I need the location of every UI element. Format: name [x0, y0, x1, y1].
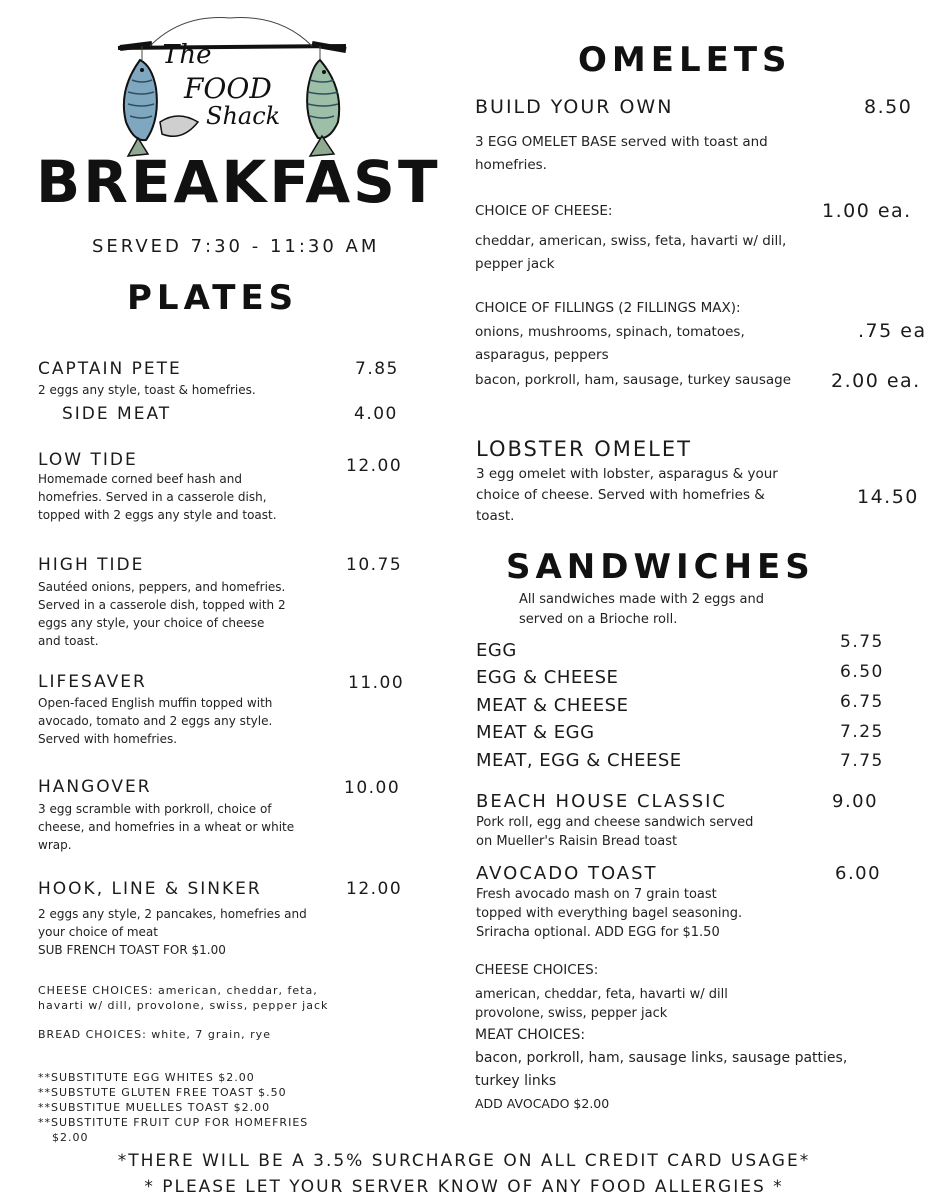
cheese-choices-line: american, cheddar, feta, havarti w/ dill: [475, 987, 728, 1002]
cheese-choices-line: provolone, swiss, pepper jack: [475, 1006, 668, 1021]
omelets-title: OMELETS: [578, 40, 792, 80]
sandwich-name: EGG & CHEESE: [476, 667, 619, 688]
fillings-meat-price: 2.00 ea.: [831, 370, 921, 392]
plate-desc: Homemade corned beef hash and homefries. Served in a casserole dish, topped with 2 eggs any style and toast.: [38, 472, 277, 522]
lobster-omelet-desc: 3 egg omelet with lobster, asparagus & your choice of cheese. Served with homefries & toast.: [476, 466, 778, 524]
side-meat-name: SIDE MEAT: [62, 404, 172, 424]
avocado-toast-desc: Sriracha optional. ADD EGG for $1.50: [476, 925, 720, 940]
meat-choices-line: turkey links: [475, 1073, 557, 1089]
choice-of-cheese-label: CHOICE OF CHEESE:: [475, 203, 613, 219]
plate-price: 12.00: [346, 456, 403, 476]
sandwiches-note: All sandwiches made with 2 eggs and served on a Brioche roll.: [519, 592, 765, 627]
logo: [112, 10, 352, 160]
sandwich-name: EGG: [476, 640, 517, 661]
avocado-toast-price: 6.00: [835, 863, 882, 884]
substitution: **SUBSTITUE MUELLES TOAST $2.00: [38, 1101, 271, 1114]
add-avocado: ADD AVOCADO $2.00: [475, 1096, 610, 1111]
build-your-own-name: BUILD YOUR OWN: [475, 96, 674, 118]
sandwich-price: 5.75: [840, 632, 884, 652]
plate-desc: Open-faced English muffin topped with avocado, tomato and 2 eggs any style. Served with homefries.: [38, 696, 273, 746]
sandwiches-title: SANDWICHES: [506, 547, 815, 587]
plate-name: CAPTAIN PETE: [38, 359, 182, 379]
clam-icon: [160, 116, 198, 136]
beach-house-name: BEACH HOUSE CLASSIC: [476, 791, 727, 812]
logo-shack: Shack: [206, 102, 281, 130]
beach-house-price: 9.00: [832, 791, 879, 812]
cheese-choices-label: CHEESE CHOICES:: [475, 962, 599, 978]
bread-choices: BREAD CHOICES: white, 7 grain, rye: [38, 1028, 271, 1041]
sandwich-price: 7.25: [840, 722, 884, 742]
plate-name: LOW TIDE: [38, 450, 138, 470]
fillings-veg: onions, mushrooms, spinach, tomatoes, asparagus, peppers: [475, 324, 745, 363]
right-fish-icon: [307, 60, 339, 156]
sandwich-name: MEAT & EGG: [476, 722, 595, 743]
sandwich-name: MEAT & CHEESE: [476, 695, 629, 716]
plate-name: LIFESAVER: [38, 672, 147, 692]
sandwich-name: MEAT, EGG & CHEESE: [476, 750, 682, 771]
avocado-toast-desc: Fresh avocado mash on 7 grain toast: [476, 887, 717, 902]
allergy-notice: * PLEASE LET YOUR SERVER KNOW OF ANY FOOD ALLERGIES *: [144, 1177, 784, 1197]
choice-of-cheese-desc: cheddar, american, swiss, feta, havarti w/ dill, pepper jack: [475, 233, 787, 272]
logo-food: FOOD: [184, 72, 272, 105]
cheese-choices-left: CHEESE CHOICES: american, cheddar, feta, havarti w/ dill, provolone, swiss, pepper jack: [38, 984, 329, 1012]
beach-house-desc: Pork roll, egg and cheese sandwich served: [476, 815, 754, 830]
plate-name: HANGOVER: [38, 777, 152, 797]
sandwich-price: 6.50: [840, 662, 884, 682]
fillings-meat: bacon, porkroll, ham, sausage, turkey sausage: [475, 372, 792, 388]
plate-desc: 3 egg scramble with porkroll, choice of cheese, and homefries in a wheat or white wrap.: [38, 802, 295, 852]
fillings-veg-price: .75 ea: [858, 320, 927, 342]
plate-name: HOOK, LINE & SINKER: [38, 879, 262, 899]
sandwich-price: 7.75: [840, 751, 884, 771]
left-fish-icon: [124, 60, 157, 156]
meat-choices-label: MEAT CHOICES:: [475, 1027, 586, 1043]
served-hours: SERVED 7:30 - 11:30 AM: [92, 236, 380, 257]
plate-price: 12.00: [346, 879, 403, 899]
plates-title: PLATES: [127, 278, 299, 318]
avocado-toast-desc: topped with everything bagel seasoning.: [476, 906, 743, 921]
plate-desc: 2 eggs any style, toast & homefries.: [38, 383, 256, 397]
breakfast-title: BREAKFAST: [36, 148, 441, 216]
plate-price: 7.85: [355, 359, 399, 379]
meat-choices-line: bacon, porkroll, ham, sausage links, sausage patties,: [475, 1050, 848, 1066]
substitution: $2.00: [52, 1131, 89, 1144]
plate-price: 11.00: [348, 673, 405, 693]
plate-price: 10.75: [346, 555, 403, 575]
plate-price: 10.00: [344, 778, 401, 798]
sandwich-price: 6.75: [840, 692, 884, 712]
substitution: **SUBSTUTE GLUTEN FREE TOAST $.50: [38, 1086, 287, 1099]
substitution: **SUBSTITUTE FRUIT CUP FOR HOMEFRIES: [38, 1116, 309, 1129]
plate-desc: 2 eggs any style, 2 pancakes, homefries and your choice of meat: [38, 907, 307, 939]
credit-card-surcharge-notice: *THERE WILL BE A 3.5% SURCHARGE ON ALL CREDIT CARD USAGE*: [117, 1151, 811, 1171]
build-your-own-price: 8.50: [864, 96, 913, 118]
logo-the: The: [162, 40, 212, 70]
substitution: **SUBSTITUTE EGG WHITES $2.00: [38, 1071, 255, 1084]
lobster-omelet-name: LOBSTER OMELET: [476, 437, 692, 461]
plate-name: HIGH TIDE: [38, 555, 145, 575]
build-your-own-desc: 3 EGG OMELET BASE served with toast and homefries.: [475, 134, 768, 173]
avocado-toast-name: AVOCADO TOAST: [476, 863, 658, 884]
fillings-label: CHOICE OF FILLINGS (2 FILLINGS MAX):: [475, 300, 741, 316]
beach-house-desc: on Mueller's Raisin Bread toast: [476, 834, 678, 849]
plate-extra: SUB FRENCH TOAST FOR $1.00: [38, 943, 226, 957]
lobster-omelet-price: 14.50: [857, 486, 919, 508]
choice-of-cheese-price: 1.00 ea.: [822, 200, 912, 222]
side-meat-price: 4.00: [354, 404, 398, 424]
plate-desc: Sautéed onions, peppers, and homefries. Served in a casserole dish, topped with 2 eggs any style, your choice of cheese and toast.: [38, 580, 286, 648]
